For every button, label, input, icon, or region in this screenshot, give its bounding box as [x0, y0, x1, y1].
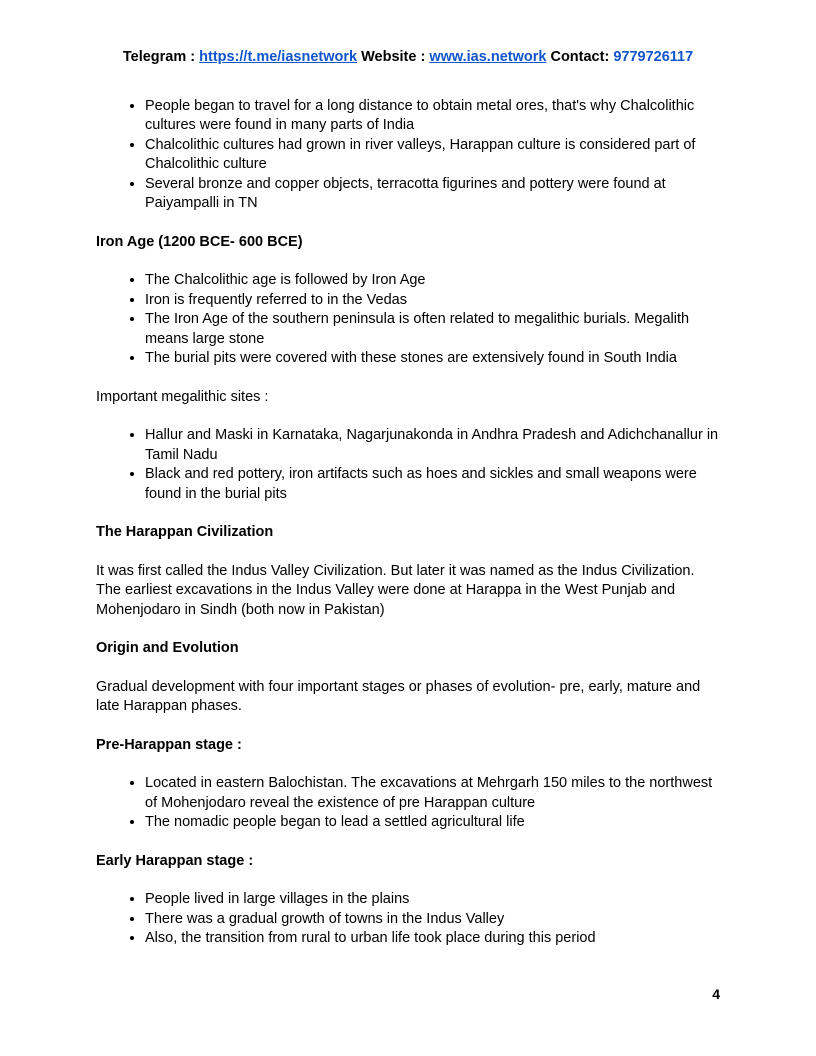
- list-item: • People lived in large villages in the plains: [145, 890, 720, 910]
- iron-age-bullet-list: [96, 271, 720, 369]
- early-harappan-bullet-list: [96, 890, 720, 949]
- list-item: • People began to travel for a long distance to obtain metal ores, that's why Chalcolithic cultures were found in many parts of India: [145, 97, 720, 136]
- list-item: • Several bronze and copper objects, terracotta figurines and pottery were found at Paiyampalli in TN: [145, 175, 720, 214]
- list-item: • Iron is frequently referred to in the Vedas: [145, 291, 720, 311]
- list-item: • Also, the transition from rural to urban life took place during this period: [145, 929, 720, 949]
- website-link[interactable]: www.ias.network: [429, 49, 547, 65]
- section-heading-iron-age: Iron Age (1200 BCE- 600 BCE): [96, 233, 303, 250]
- chalcolithic-bullet-list: [96, 97, 720, 214]
- section-heading-early-harappan: Early Harappan stage :: [96, 852, 254, 869]
- megalithic-sites-label: Important megalithic sites :: [96, 388, 269, 405]
- origin-paragraph: Gradual development with four important stages or phases of evolution- pre, early, mature and late Harappan phases.: [96, 678, 701, 714]
- list-item: • Hallur and Maski in Karnataka, Nagarjunakonda in Andhra Pradesh and Adichchanallur in Tamil Nadu: [145, 426, 720, 465]
- page-header: [96, 48, 720, 68]
- harappan-paragraph: It was first called the Indus Valley Civilization. But later it was named as the Indus Civilization. The earliest excavations in the Indus Valley were done at Harappa in the West Punjab and Mohenjodaro in Sindh (both now in Pakistan): [96, 562, 695, 618]
- contact-label: Contact:: [550, 49, 610, 65]
- megalithic-bullet-list: [96, 426, 720, 504]
- list-item: • The burial pits were covered with these stones are extensively found in South India: [145, 349, 720, 369]
- telegram-label: Telegram :: [122, 49, 196, 65]
- list-item: • Black and red pottery, iron artifacts such as hoes and sickles and small weapons were found in the burial pits: [145, 465, 720, 504]
- website-label: Website :: [361, 49, 426, 65]
- contact-number: 9779726117: [613, 49, 694, 65]
- list-item: • Chalcolithic cultures had grown in river valleys, Harappan culture is considered part of Chalcolithic culture: [145, 136, 720, 175]
- section-heading-harappan-civilization: The Harappan Civilization: [96, 524, 274, 540]
- list-item: • The Iron Age of the southern peninsula is often related to megalithic burials. Megalith means large stone: [145, 310, 720, 349]
- pre-harappan-bullet-list: [96, 774, 720, 833]
- list-item: • There was a gradual growth of towns in the Indus Valley: [145, 910, 720, 930]
- list-item: • The nomadic people began to lead a settled agricultural life: [145, 813, 720, 833]
- telegram-link[interactable]: https://t.me/iasnetwork: [199, 49, 358, 65]
- page-number: 4: [712, 986, 720, 1002]
- list-item: • Located in eastern Balochistan. The excavations at Mehrgarh 150 miles to the northwest of Mohenjodaro reveal the existence of pre Harappan culture: [145, 774, 720, 813]
- list-item: • The Chalcolithic age is followed by Iron Age: [145, 271, 720, 291]
- section-heading-pre-harappan: Pre-Harappan stage :: [96, 736, 242, 753]
- section-heading-origin-evolution: Origin and Evolution: [96, 640, 239, 656]
